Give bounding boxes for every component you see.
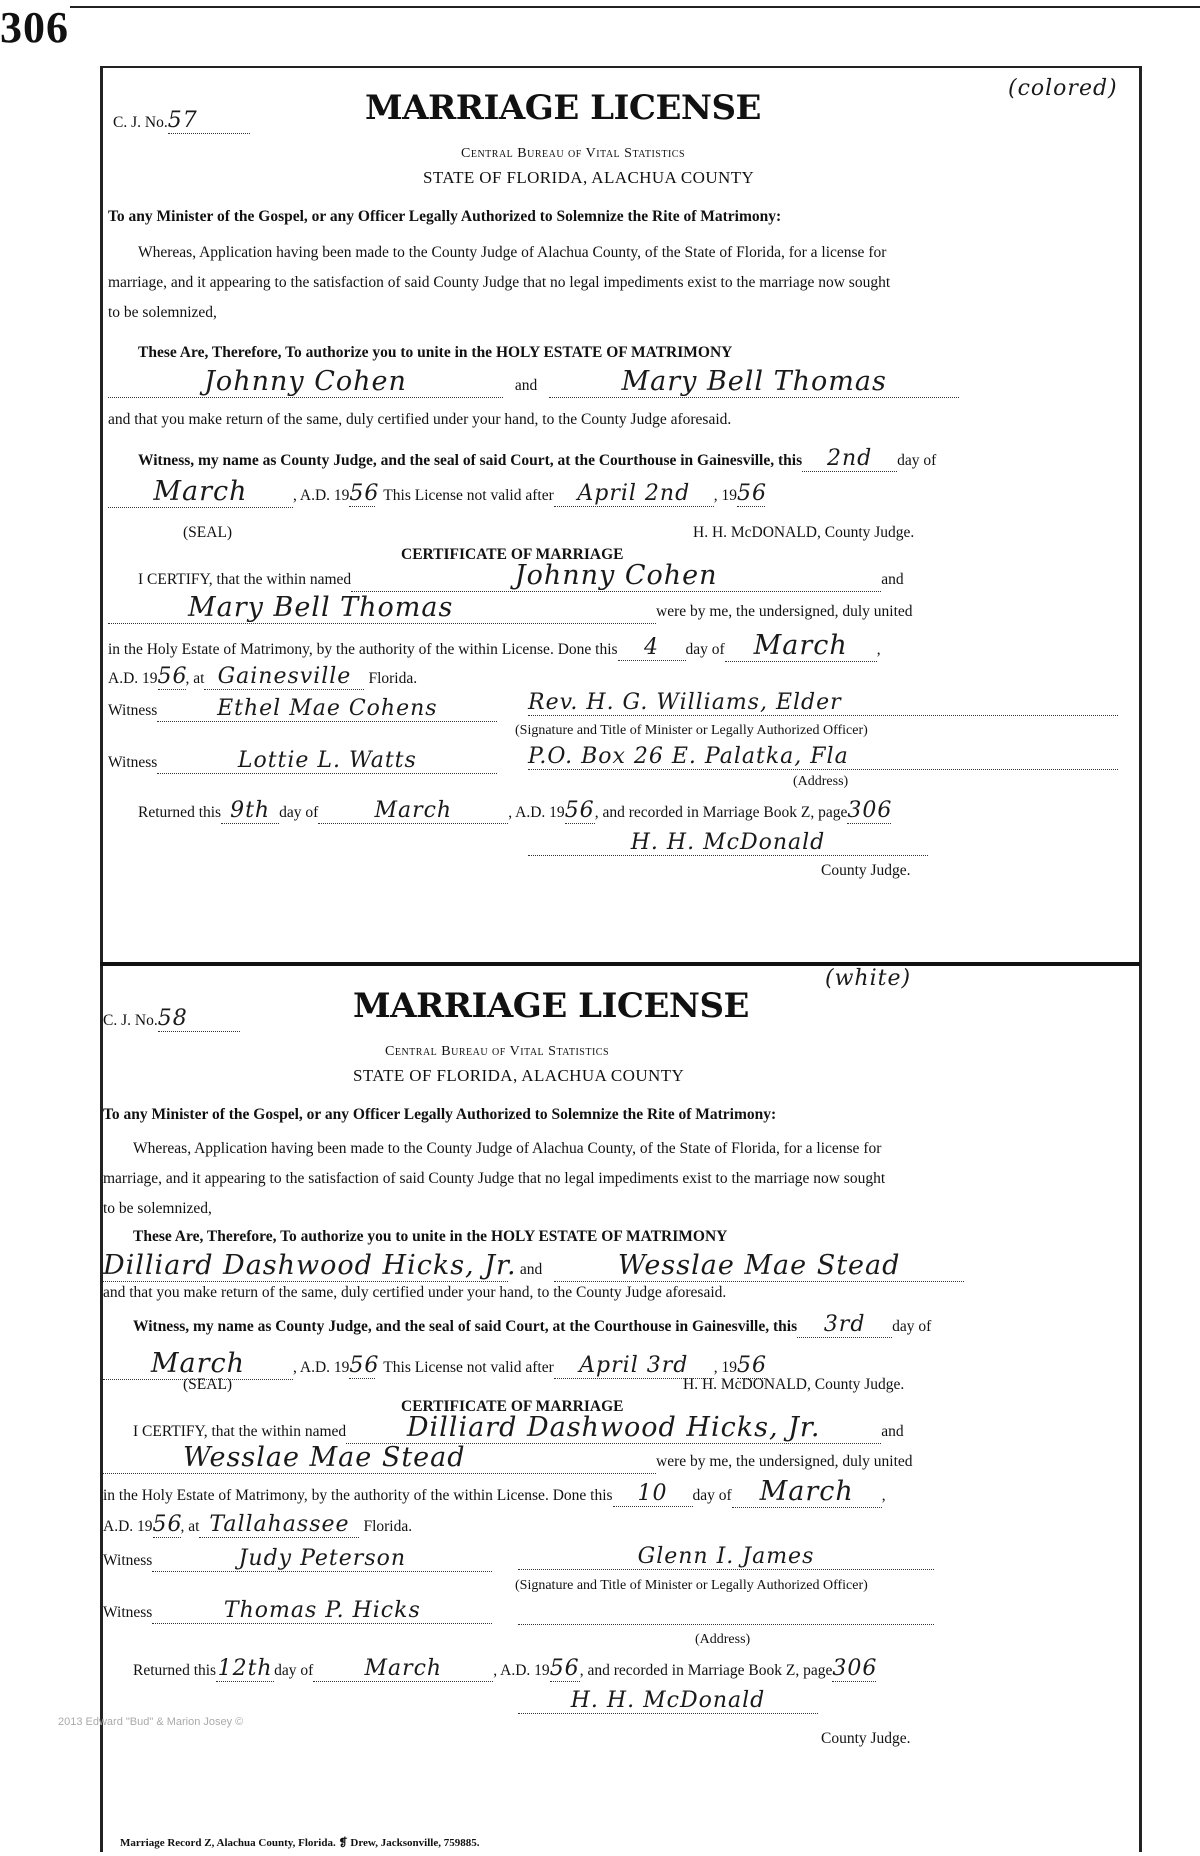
valid-until: April 3rd	[554, 1353, 714, 1379]
license-divider	[100, 962, 1140, 966]
place-row	[103, 1512, 412, 1538]
footer-imprint: Marriage Record Z, Alachua County, Florida. ❡ Drew, Jacksonville, 759885.	[120, 1837, 480, 1849]
returned-month: March	[313, 1656, 493, 1682]
these-are-line: These Are, Therefore, To authorize you to unite in the HOLY ESTATE OF MATRIMONY	[138, 344, 733, 361]
holy-estate-label: in the Holy Estate of Matrimony, by the authority of the within License. Done this	[108, 641, 618, 658]
certify-label: I CERTIFY, that the within named	[138, 571, 352, 588]
returned-ad: , A.D. 19	[508, 804, 565, 821]
valid-year: 56	[737, 481, 767, 506]
and-label: and	[514, 377, 538, 394]
license-2	[103, 966, 1139, 1852]
witness-1-row	[103, 1546, 492, 1572]
returned-day-of: day of	[274, 1662, 314, 1679]
cj-number-row	[103, 1006, 240, 1032]
united-label: were by me, the undersigned, duly united	[656, 1453, 913, 1470]
cert-bride-row	[108, 592, 913, 624]
copyright-watermark: 2013 Edward "Bud" & Marion Josey ©	[58, 1716, 244, 1728]
done-row: in the Holy Estate of Matrimony, by the authority of the within License. Done this 4 day of March ,	[108, 630, 881, 661]
cj-label: C. J. No.	[113, 114, 168, 131]
officiant-address: P.O. Box 26 E. Palatka, Fla	[528, 744, 1118, 770]
ad-label: , A.D. 19	[293, 1359, 350, 1376]
done-city: Gainesville	[204, 664, 364, 690]
license-title: MARRIAGE LICENSE	[365, 88, 761, 128]
county-judge-label: County Judge.	[821, 862, 911, 879]
cert-groom: Dilliard Dashwood Hicks, Jr.	[346, 1412, 881, 1444]
return-line: and that you make return of the same, duly certified under your hand, to the County Judge aforesaid.	[103, 1284, 727, 1301]
florida-label: Florida.	[363, 1518, 413, 1535]
address-caption: (Address)	[793, 774, 849, 789]
and-label: and	[519, 1261, 543, 1278]
witness-2-row	[108, 748, 497, 774]
returned-month: March	[318, 798, 508, 824]
officiant-signature: Glenn I. James	[518, 1544, 934, 1570]
united-label: were by me, the undersigned, duly united	[656, 603, 913, 620]
witness-line: Witness, my name as County Judge, and the seal of said Court, at the Courthouse in Gainesville, this	[133, 1318, 798, 1335]
judge-signature: H. H. McDonald	[518, 1688, 818, 1714]
groom-name: Dilliard Dashwood Hicks, Jr.	[103, 1250, 517, 1281]
cert-bride: Mary Bell Thomas	[108, 592, 656, 624]
signature-caption: (Signature and Title of Minister or Legally Authorized Officer)	[515, 1578, 868, 1593]
valid-until: April 2nd	[554, 481, 714, 507]
valid-19: 19	[721, 1359, 737, 1376]
witness-1: Ethel Mae Cohens	[157, 696, 497, 722]
witness-label: Witness	[103, 1552, 153, 1569]
returned-year: 56	[564, 798, 595, 823]
address-line: To any Minister of the Gospel, or any Officer Legally Authorized to Solemnize the Rite of Matrimony:	[103, 1106, 777, 1123]
issue-day: 3rd	[797, 1312, 892, 1338]
certificate-title: CERTIFICATE OF MARRIAGE	[401, 546, 624, 563]
ad2-label: A.D. 19	[108, 670, 158, 687]
whereas-line-1: Whereas, Application having been made to the County Judge of Alachua County, of the State of Florida, for a license for	[138, 244, 887, 261]
race-note: (white)	[825, 966, 912, 991]
issue-date-row: March , A.D. 1956 This License not valid after April 2nd , 1956	[108, 476, 765, 508]
done-month: March	[732, 1476, 882, 1508]
document-frame	[100, 66, 1142, 1852]
witness-line: Witness, my name as County Judge, and the seal of said Court, at the Courthouse in Gainesville, this	[138, 452, 803, 469]
issue-year: 56	[349, 1353, 380, 1378]
done-day-of: day of	[685, 641, 725, 658]
cert-and: and	[881, 571, 904, 588]
judge-printed: H. H. McDONALD, County Judge.	[693, 524, 915, 541]
license-1	[103, 68, 1139, 958]
page-number: 306	[0, 3, 69, 52]
done-day: 10	[613, 1481, 693, 1507]
certify-row	[133, 1412, 904, 1444]
cert-and: and	[881, 1423, 904, 1440]
whereas-line-1: Whereas, Application having been made to the County Judge of Alachua County, of the State of Florida, for a license for	[133, 1140, 882, 1157]
groom-name: Johnny Cohen	[108, 366, 503, 398]
witness-2: Thomas P. Hicks	[152, 1598, 492, 1624]
these-are-line: These Are, Therefore, To authorize you to unite in the HOLY ESTATE OF MATRIMONY	[133, 1228, 728, 1245]
issue-month: March	[108, 476, 293, 508]
names-row	[108, 366, 959, 398]
florida-label: Florida.	[368, 670, 418, 687]
witness-label: Witness	[108, 702, 158, 719]
not-valid-label: This License not valid after	[383, 1359, 554, 1376]
place-row	[108, 664, 417, 690]
certificate-title: CERTIFICATE OF MARRIAGE	[401, 1398, 624, 1415]
cert-groom: Johnny Cohen	[351, 560, 881, 592]
whereas-line-3: to be solemnized,	[103, 1200, 212, 1217]
valid-year: 56	[737, 1353, 767, 1378]
officiant-address	[518, 1622, 934, 1625]
valid-19: 19	[721, 487, 737, 504]
returned-day: 12th	[217, 1656, 273, 1681]
returned-ad: , A.D. 19	[493, 1662, 550, 1679]
county-judge-label: County Judge.	[821, 1730, 911, 1747]
returned-day: 9th	[221, 798, 279, 824]
whereas-line-2: marriage, and it appearing to the satisfaction of said County Judge that no legal impediments exist to the marriage now sought	[103, 1170, 886, 1187]
whereas-line-2: marriage, and it appearing to the satisfaction of said County Judge that no legal impediments exist to the marriage now sought	[108, 274, 891, 291]
officiant-signature: Rev. H. G. Williams, Elder	[528, 690, 1118, 716]
state-county: STATE OF FLORIDA, ALACHUA COUNTY	[353, 1066, 685, 1085]
day-of: day of	[892, 1318, 932, 1335]
witness-2: Lottie L. Watts	[157, 748, 497, 774]
bride-name: Mary Bell Thomas	[549, 366, 959, 398]
witness-1: Judy Peterson	[152, 1546, 492, 1572]
issue-date-row: March , A.D. 1956 This License not valid after April 3rd , 1956	[103, 1348, 765, 1380]
returned-label: Returned this	[133, 1662, 217, 1679]
returned-label: Returned this	[138, 804, 222, 821]
at-label: , at	[180, 1518, 200, 1535]
judge-signature: H. H. McDonald	[528, 830, 928, 856]
witness-1-row	[108, 696, 497, 722]
bride-name: Wesslae Mae Stead	[554, 1250, 964, 1282]
done-year: 56	[152, 1512, 183, 1537]
certify-label: I CERTIFY, that the within named	[133, 1423, 347, 1440]
cj-number-row	[113, 108, 250, 134]
cj-number: 57	[168, 108, 250, 134]
done-row: in the Holy Estate of Matrimony, by the authority of the within License. Done this 10 day of March ,	[103, 1476, 886, 1507]
cj-number: 58	[158, 1006, 240, 1032]
top-rule	[70, 6, 1200, 8]
returned-row	[138, 798, 891, 824]
witness-label-2: Witness	[103, 1604, 153, 1621]
names-row	[103, 1250, 964, 1282]
return-line: and that you make return of the same, duly certified under your hand, to the County Judge aforesaid.	[108, 411, 732, 428]
done-day: 4	[618, 635, 686, 661]
address-caption: (Address)	[695, 1632, 751, 1647]
returned-row	[133, 1656, 876, 1682]
recorded-label: , and recorded in Marriage Book Z, page	[579, 1662, 833, 1679]
returned-year: 56	[549, 1656, 580, 1681]
ad-label: , A.D. 19	[293, 487, 350, 504]
issue-month: March	[103, 1348, 293, 1380]
cert-bride: Wesslae Mae Stead	[103, 1442, 656, 1474]
record-page: 306	[847, 798, 893, 823]
day-of: day of	[897, 452, 937, 469]
bureau-name: Central Bureau of Vital Statistics	[385, 1044, 610, 1059]
done-year: 56	[157, 664, 188, 689]
witness-issue-row	[138, 446, 936, 472]
license-title: MARRIAGE LICENSE	[353, 986, 749, 1026]
witness-label-2: Witness	[108, 754, 158, 771]
seal-label: (SEAL)	[183, 1376, 233, 1393]
witness-issue-row	[133, 1312, 931, 1338]
witness-2-row	[103, 1598, 492, 1624]
race-note: (colored)	[1008, 76, 1118, 101]
record-page: 306	[832, 1656, 878, 1681]
address-line: To any Minister of the Gospel, or any Officer Legally Authorized to Solemnize the Rite of Matrimony:	[108, 208, 782, 225]
ad2-label: A.D. 19	[103, 1518, 153, 1535]
holy-estate-label: in the Holy Estate of Matrimony, by the authority of the within License. Done this	[103, 1487, 613, 1504]
cert-bride-row	[103, 1442, 913, 1474]
judge-printed: H. H. McDONALD, County Judge.	[683, 1376, 905, 1393]
done-city: Tallahassee	[199, 1512, 359, 1538]
returned-day-of: day of	[279, 804, 319, 821]
cj-label: C. J. No.	[103, 1012, 158, 1029]
recorded-label: , and recorded in Marriage Book Z, page	[594, 804, 848, 821]
done-day-of: day of	[692, 1487, 732, 1504]
not-valid-label: This License not valid after	[383, 487, 554, 504]
done-month: March	[725, 630, 877, 662]
bureau-name: Central Bureau of Vital Statistics	[461, 146, 686, 161]
seal-label: (SEAL)	[183, 524, 233, 541]
issue-year: 56	[349, 481, 380, 506]
issue-day: 2nd	[802, 446, 897, 472]
certify-row	[138, 560, 904, 592]
signature-caption: (Signature and Title of Minister or Legally Authorized Officer)	[515, 723, 868, 738]
at-label: , at	[185, 670, 205, 687]
state-county: STATE OF FLORIDA, ALACHUA COUNTY	[423, 168, 755, 187]
whereas-line-3: to be solemnized,	[108, 304, 217, 321]
